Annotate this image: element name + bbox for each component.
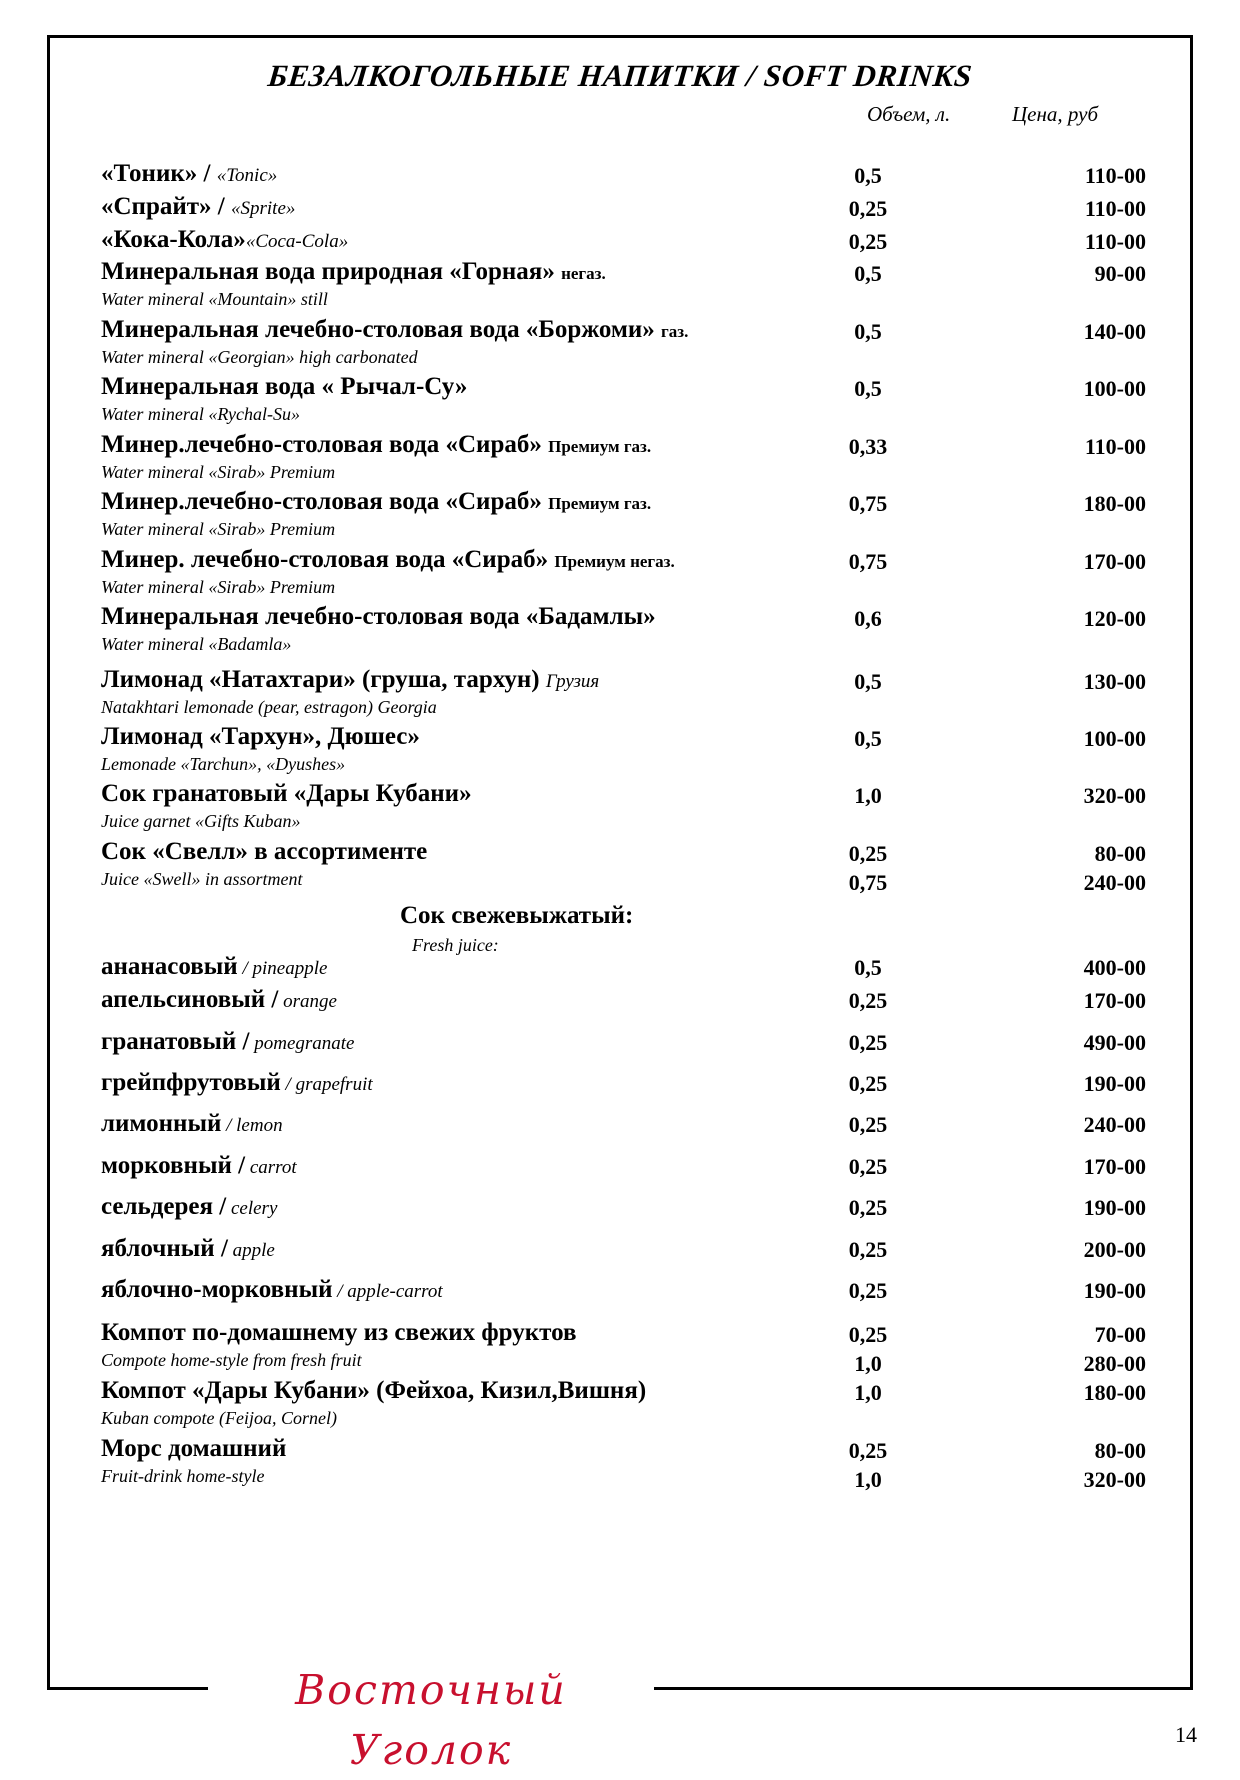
item-price: 200-00 — [1083, 1237, 1146, 1262]
item-name-en: apple — [227, 1240, 275, 1261]
item-name-en: orange — [278, 991, 337, 1012]
item-volume: 1,0 — [854, 1351, 882, 1376]
item-volume: 0,25 — [848, 1154, 888, 1179]
item-name-ru: Сок гранатовый «Дары Кубани» — [101, 780, 472, 807]
item-name — [101, 316, 688, 344]
item-volume: 0,5 — [854, 163, 882, 188]
item-price: 180-00 — [1083, 491, 1146, 516]
item-name-ru: Морс домашний — [101, 1435, 287, 1462]
item-name-latin: «Coca-Cola» — [245, 231, 349, 252]
item-name-en: Water mineral «Sirab» Premium — [101, 519, 336, 539]
item-volume: 0,25 — [848, 1030, 888, 1055]
item-name — [101, 838, 427, 866]
item-name-latin: «Tonic» — [216, 165, 278, 186]
item-name — [101, 431, 651, 459]
item-name — [101, 160, 277, 188]
item-volume: 0,25 — [848, 1195, 888, 1220]
item-name — [101, 1028, 354, 1056]
item-price: 400-00 — [1083, 955, 1146, 980]
item-name-en: Compote home-style from fresh fruit — [101, 1350, 362, 1370]
item-price: 240-00 — [1083, 870, 1146, 895]
item-volume: 0,25 — [848, 229, 888, 254]
item-price: 280-00 — [1083, 1351, 1146, 1376]
item-name-ru: Минер.лечебно-столовая вода «Сираб» — [101, 431, 549, 458]
item-name-en: Water mineral «Mountain» still — [101, 289, 328, 309]
item-name-en: Kuban compote (Feijoa, Cornel) — [101, 1408, 337, 1428]
item-price: 110-00 — [1084, 163, 1146, 188]
item-note: Премиум газ. — [548, 494, 652, 513]
price-column-header: Цена, руб — [1012, 102, 1099, 126]
item-name — [101, 258, 606, 286]
item-volume: 0,75 — [848, 491, 888, 516]
item-name — [101, 1110, 283, 1138]
item-name-ru: Минеральная лечебно-столовая вода «Бадамлы» — [101, 603, 656, 630]
item-name-en: Water mineral «Badamla» — [101, 634, 292, 654]
item-volume: 0,33 — [848, 434, 888, 459]
item-volume: 0,6 — [854, 606, 882, 631]
item-volume: 1,0 — [854, 1467, 882, 1492]
item-volume: 0,75 — [848, 549, 888, 574]
item-price: 190-00 — [1083, 1278, 1146, 1303]
item-price: 170-00 — [1083, 549, 1146, 574]
item-name — [101, 1435, 286, 1463]
item-volume: 0,25 — [848, 1112, 888, 1137]
item-name — [101, 1276, 443, 1304]
item-name-ru: морковный / — [101, 1152, 246, 1179]
item-name-latin: «Sprite» — [231, 198, 296, 219]
item-volume: 0,5 — [854, 261, 882, 286]
item-name — [101, 546, 675, 574]
item-price: 70-00 — [1094, 1322, 1146, 1347]
item-name-ru: «Спрайт» / — [101, 193, 231, 220]
fresh-juice-subheading: Fresh juice: — [412, 935, 499, 955]
item-price: 180-00 — [1083, 1380, 1146, 1405]
item-volume: 0,25 — [848, 1237, 888, 1262]
item-name-en: celery — [226, 1198, 278, 1219]
item-name-ru: Минеральная вода « Рычал-Су» — [101, 373, 468, 400]
item-price: 100-00 — [1083, 726, 1146, 751]
item-note: негаз. — [561, 264, 606, 283]
item-volume: 0,25 — [848, 1278, 888, 1303]
item-name-en: / lemon — [221, 1115, 283, 1136]
page-title: БЕЗАЛКОГОЛЬНЫЕ НАПИТКИ / SOFT DRINKS — [266, 58, 974, 93]
item-price: 110-00 — [1084, 434, 1146, 459]
item-name-en: Water mineral «Sirab» Premium — [101, 462, 336, 482]
item-volume: 0,25 — [848, 196, 888, 221]
item-name-ru: «Тоник» / — [101, 160, 217, 187]
fresh-juice-heading: Сок свежевыжатый: — [400, 902, 634, 929]
item-name-ru: гранатовый / — [101, 1028, 250, 1055]
item-name — [101, 986, 337, 1014]
item-volume: 0,5 — [854, 669, 882, 694]
item-price: 110-00 — [1084, 196, 1146, 221]
item-name-ru: Компот «Дары Кубани» (Фейхоа, Кизил,Вишня) — [101, 1377, 647, 1404]
item-name-en: pomegranate — [249, 1033, 355, 1054]
item-volume: 0,25 — [848, 841, 888, 866]
item-name — [101, 226, 348, 254]
item-price: 80-00 — [1094, 1438, 1146, 1463]
item-price: 170-00 — [1083, 1154, 1146, 1179]
item-price: 80-00 — [1094, 841, 1146, 866]
item-name-ru: ананасовый — [101, 953, 238, 980]
item-name-en: Lemonade «Tarchun», «Dyushes» — [101, 754, 346, 774]
item-note: газ. — [661, 322, 689, 341]
item-name — [101, 373, 467, 401]
item-price: 190-00 — [1083, 1195, 1146, 1220]
item-name-ru: Сок «Свелл» в ассортименте — [101, 838, 428, 865]
item-volume: 0,25 — [848, 1322, 888, 1347]
item-price: 100-00 — [1083, 376, 1146, 401]
item-name — [101, 723, 420, 751]
item-name-ru: лимонный — [101, 1110, 222, 1137]
item-name — [101, 666, 599, 694]
item-name — [101, 1193, 277, 1221]
item-price: 140-00 — [1083, 319, 1146, 344]
item-price: 130-00 — [1083, 669, 1146, 694]
item-name — [101, 193, 295, 221]
item-name-ru: сельдерея / — [101, 1193, 227, 1220]
item-volume: 0,5 — [854, 726, 882, 751]
item-note-italic: Грузия — [545, 671, 600, 692]
item-volume: 1,0 — [854, 1380, 882, 1405]
item-name-en: Water mineral «Rychal-Su» — [101, 404, 300, 424]
item-name-en: Natakhtari lemonade (pear, estragon) Georgia — [101, 697, 437, 717]
item-name — [101, 1235, 275, 1263]
item-name — [101, 780, 472, 808]
item-volume: 0,5 — [854, 376, 882, 401]
item-volume: 0,75 — [848, 870, 888, 895]
item-name-ru: Лимонад «Тархун», Дюшес» — [101, 723, 420, 750]
item-name — [101, 953, 327, 981]
item-name — [101, 1319, 576, 1347]
item-name — [101, 603, 656, 631]
item-price: 90-00 — [1094, 261, 1146, 286]
item-name-ru: «Кока-Кола» — [101, 226, 246, 253]
item-price: 190-00 — [1083, 1071, 1146, 1096]
item-name-en: / pineapple — [237, 958, 328, 979]
volume-column-header: Объем, л. — [867, 102, 951, 126]
item-price: 320-00 — [1083, 783, 1146, 808]
item-price: 170-00 — [1083, 988, 1146, 1013]
item-volume: 1,0 — [854, 783, 882, 808]
item-name-ru: Лимонад «Натахтари» (груша, тархун) — [101, 666, 546, 693]
item-name-en: / grapefruit — [280, 1074, 373, 1095]
item-name-en: Juice «Swell» in assortment — [101, 869, 303, 889]
item-name-ru: грейпфрутовый — [101, 1069, 281, 1096]
item-name — [101, 1152, 297, 1180]
item-name-ru: апельсиновый / — [101, 986, 279, 1013]
item-name-ru: Минеральная вода природная «Горная» — [101, 258, 562, 285]
item-price: 110-00 — [1084, 229, 1146, 254]
item-volume: 0,5 — [854, 955, 882, 980]
restaurant-logo: Восточный Уголок — [208, 1660, 654, 1720]
item-price: 490-00 — [1083, 1030, 1146, 1055]
item-volume: 0,25 — [848, 1438, 888, 1463]
item-name — [101, 1377, 646, 1405]
item-name-en: Water mineral «Sirab» Premium — [101, 577, 336, 597]
item-name-ru: яблочно-морковный — [101, 1276, 333, 1303]
item-price: 320-00 — [1083, 1467, 1146, 1492]
item-name — [101, 1069, 373, 1097]
item-name-ru: Минер.лечебно-столовая вода «Сираб» — [101, 488, 549, 515]
item-name-en: carrot — [245, 1157, 297, 1178]
item-name-en: Juice garnet «Gifts Kuban» — [101, 811, 301, 831]
item-name-en: Water mineral «Georgian» high carbonated — [101, 347, 418, 367]
item-name-ru: яблочный / — [101, 1235, 228, 1262]
item-name-ru: Минер. лечебно-столовая вода «Сираб» — [101, 546, 555, 573]
item-price: 240-00 — [1083, 1112, 1146, 1137]
item-name-ru: Минеральная лечебно-столовая вода «Боржоми» — [101, 316, 662, 343]
page-number: 14 — [1175, 1722, 1197, 1747]
item-note: Премиум газ. — [548, 437, 652, 456]
item-price: 120-00 — [1083, 606, 1146, 631]
item-volume: 0,25 — [848, 1071, 888, 1096]
item-name-en: Fruit-drink home-style — [101, 1466, 265, 1486]
item-name — [101, 488, 651, 516]
item-name-en: / apple-carrot — [332, 1281, 443, 1302]
item-volume: 0,25 — [848, 988, 888, 1013]
item-name-ru: Компот по-домашнему из свежих фруктов — [101, 1319, 577, 1346]
item-volume: 0,5 — [854, 319, 882, 344]
item-note: Премиум негаз. — [554, 552, 675, 571]
